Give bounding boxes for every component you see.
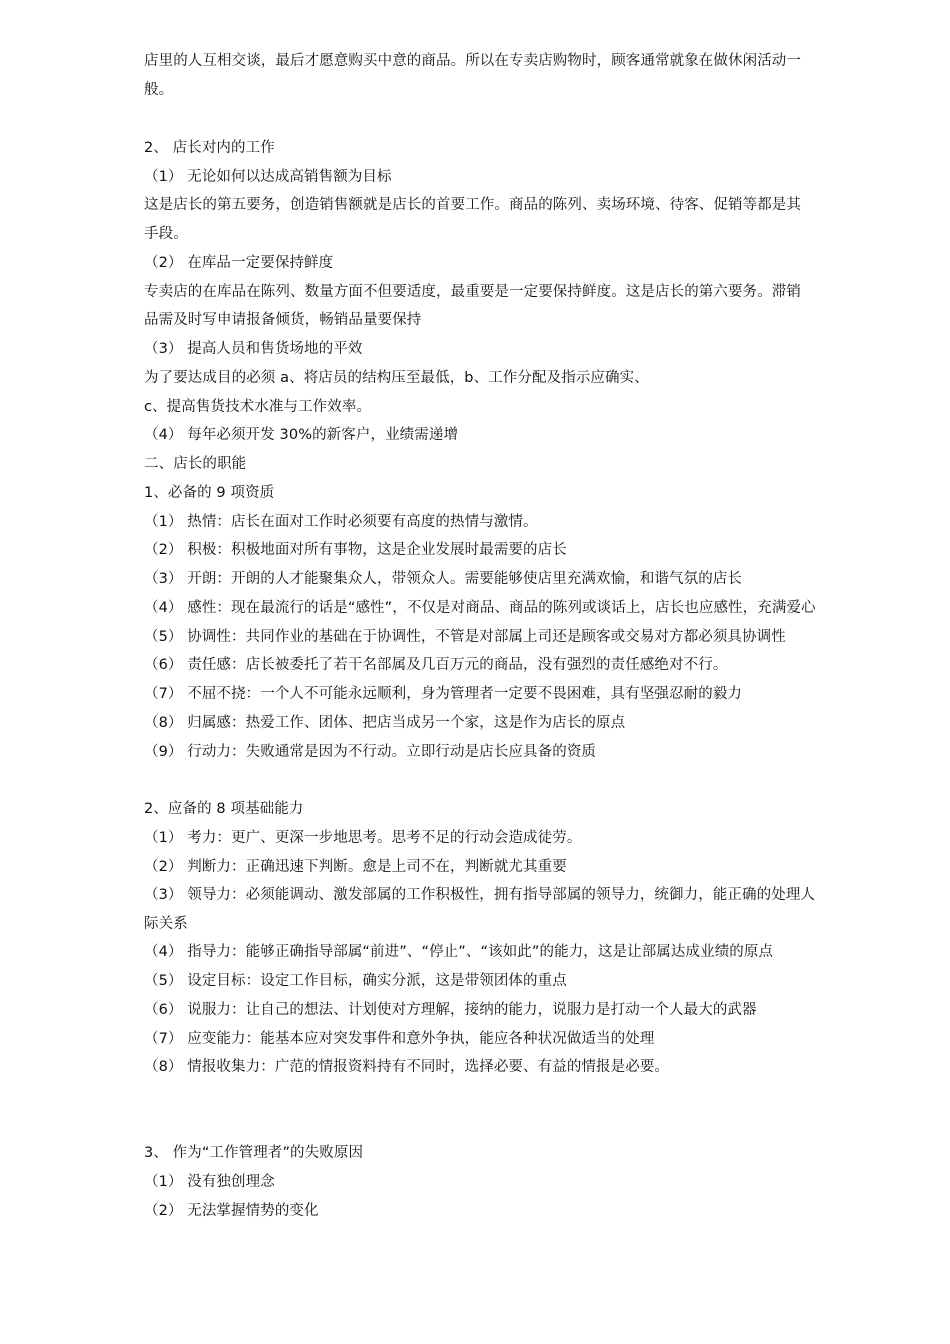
list-item: （3） 领导力：必须能调动、激发部属的工作积极性，拥有指导部属的领导力，统御力，能正确的处理人 (144, 887, 816, 903)
list-item: （5） 协调性：共同作业的基础在于协调性，不管是对部属上司还是顾客或交易对方都必须具协调性 (144, 629, 786, 645)
text-line: 为了要达成目的必须 a、将店员的结构压至最低，b、工作分配及指示应确实、 (144, 370, 649, 386)
list-item: （6） 责任感：店长被委托了若干名部属及几百万元的商品，没有强烈的责任感绝对不行。 (144, 657, 728, 673)
list-item: （2） 无法掌握情势的变化 (144, 1203, 319, 1219)
text-line: 专卖店的在库品在陈列、数量方面不但要适度，最重要是一定要保持鲜度。这是店长的第六要务。滞销 (144, 284, 801, 300)
list-item: （1） 考力：更广、更深一步地思考。思考不足的行动会造成徒劳。 (144, 830, 582, 846)
section-heading: 2、 店长对内的工作 (144, 140, 275, 156)
list-item: （6） 说服力：让自己的想法、计划使对方理解，接纳的能力，说服力是打动一个人最大的武器 (144, 1002, 757, 1018)
text-line: 店里的人互相交谈，最后才愿意购买中意的商品。所以在专卖店购物时，顾客通常就象在做休闲活动一 (144, 53, 801, 69)
subsection-heading: 1、必备的 9 项资质 (144, 485, 275, 501)
list-item: （8） 归属感：热爱工作、团体、把店当成另一个家，这是作为店长的原点 (144, 715, 626, 731)
text-line: 般。 (144, 82, 174, 98)
list-item: （2） 判断力：正确迅速下判断。愈是上司不在，判断就尤其重要 (144, 859, 567, 875)
text-line: 这是店长的第五要务，创造销售额就是店长的首要工作。商品的陈列、卖场环境、待客、促销等都是其 (144, 197, 801, 213)
list-item: （2） 积极：积极地面对所有事物，这是企业发展时最需要的店长 (144, 542, 567, 558)
list-item: （1） 没有独创理念 (144, 1174, 275, 1190)
list-item: （4） 指导力：能够正确指导部属“前进”、“停止”、“该如此”的能力，这是让部属达成业绩的原点 (144, 944, 774, 960)
list-item: （7） 不屈不挠：一个人不可能永远顺利，身为管理者一定要不畏困难，具有坚强忍耐的毅力 (144, 686, 743, 702)
subsection-heading: 2、应备的 8 项基础能力 (144, 801, 304, 817)
list-item: （4） 每年必须开发 30%的新客户，业绩需递增 (144, 427, 459, 443)
list-item: （4） 感性：现在最流行的话是“感性”，不仅是对商品、商品的陈列或谈话上，店长也应感性，充满爱心 (144, 600, 816, 616)
section-heading: 3、 作为“工作管理者”的失败原因 (144, 1145, 364, 1161)
section-heading: 二、店长的职能 (144, 456, 247, 472)
list-item: （3） 提高人员和售货场地的平效 (144, 341, 363, 357)
text-line: 际关系 (144, 916, 188, 932)
list-item: （7） 应变能力：能基本应对突发事件和意外争执，能应各种状况做适当的处理 (144, 1031, 655, 1047)
text-line: c、提高售货技术水准与工作效率。 (144, 399, 372, 415)
list-item: （3） 开朗：开朗的人才能聚集众人，带领众人。需要能够使店里充满欢愉，和谐气氛的店长 (144, 571, 743, 587)
text-line: 手段。 (144, 226, 188, 242)
text-line: 品需及时写申请报备倾货，畅销品量要保持 (144, 312, 422, 328)
list-item: （1） 热情：店长在面对工作时必须要有高度的热情与激情。 (144, 514, 538, 530)
list-item: （2） 在库品一定要保持鲜度 (144, 255, 334, 271)
list-item: （9） 行动力：失败通常是因为不行动。立即行动是店长应具备的资质 (144, 744, 597, 760)
list-item: （5） 设定目标：设定工作目标，确实分派，这是带领团体的重点 (144, 973, 567, 989)
list-item: （1） 无论如何以达成高销售额为目标 (144, 169, 392, 185)
list-item: （8） 情报收集力：广范的情报资料持有不同时，选择必要、有益的情报是必要。 (144, 1059, 670, 1075)
